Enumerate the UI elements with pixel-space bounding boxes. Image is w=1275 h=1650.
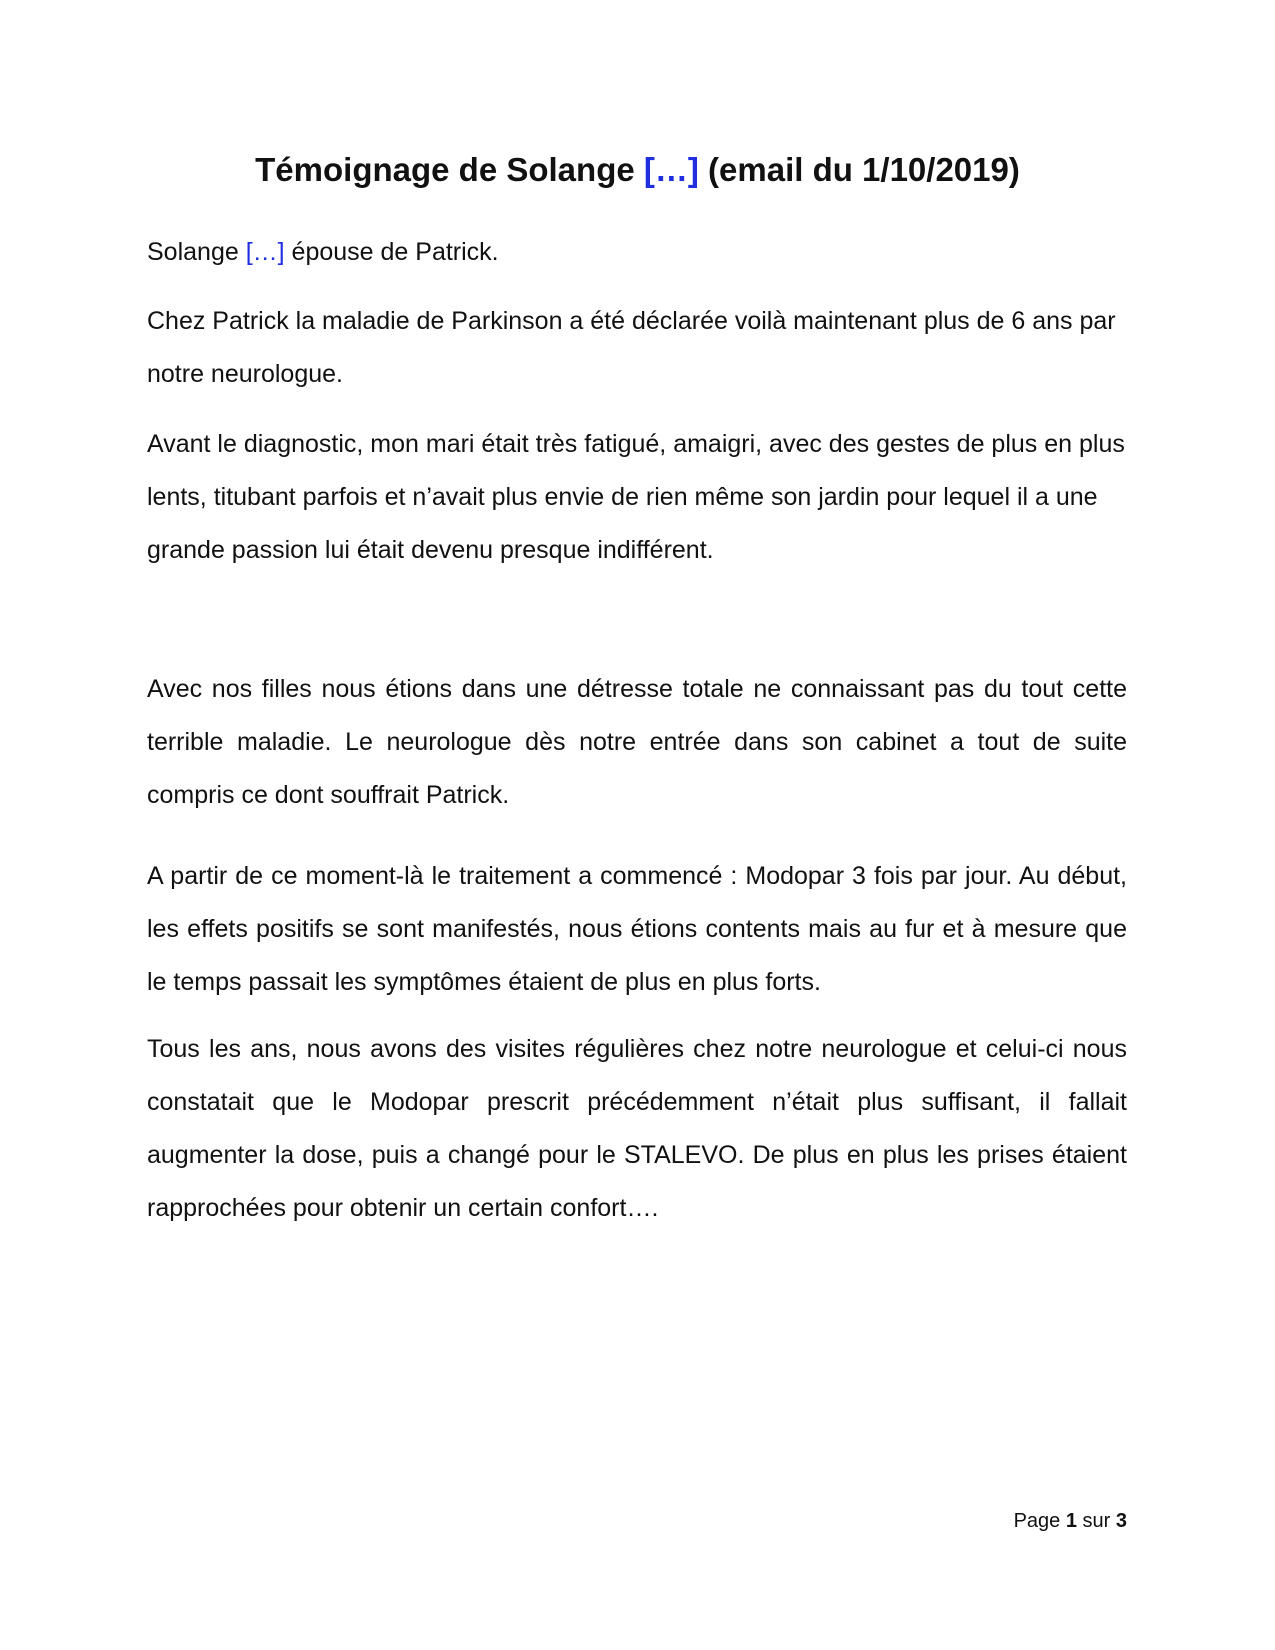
page-title [0,148,1275,192]
intro-paragraph [147,226,1127,279]
page-footer [1014,1508,1127,1534]
title-text: Témoignage de Solange [255,151,644,188]
page-of-label: sur [1076,1510,1116,1532]
page-label: Page [1013,1510,1066,1532]
total-pages-number: 3 [1115,1510,1127,1532]
paragraph-treatment: A partir de ce moment-là le traitement a commencé : Modopar 3 fois par jour. Au début, les effets positifs se sont manifestés, nous étions contents mais au fur et à mesure que le temps passait les symptômes étaient de plus en plus forts. [147,862,1127,996]
intro-ellipsis-link[interactable]: […] [245,238,285,266]
paragraph-diagnosis: Chez Patrick la maladie de Parkinson a été déclarée voilà maintenant plus de 6 ans par notre neurologue. [147,307,1116,388]
title-ellipsis-link[interactable]: […] [643,151,699,188]
paragraph-visits: Tous les ans, nous avons des visites régulières chez notre neurologue et celui-ci nous constatait que le Modopar prescrit précédemment n’était plus suffisant, il fallait augmenter la dose, puis a changé pour le STALEVO. De plus en plus les prises étaient rapprochées pour obtenir un certain confort…. [147,1035,1127,1222]
intro-name: Solange [147,238,246,266]
intro-relation: épouse de Patrick. [284,238,499,266]
paragraph-distress: Avec nos filles nous étions dans une détresse totale ne connaissant pas du tout cette terrible maladie. Le neurologue dès notre entrée dans son cabinet a tout de suite compris ce dont souffrait Patrick. [147,675,1127,809]
paragraph-symptoms: Avant le diagnostic, mon mari était très fatigué, amaigri, avec des gestes de plus en plus lents, titubant parfois et n’avait plus envie de rien même son jardin pour lequel il a une grande passion lui était devenu presque indifférent. [147,430,1125,564]
title-date: (email du 1/10/2019) [698,151,1020,188]
current-page-number: 1 [1065,1510,1077,1532]
